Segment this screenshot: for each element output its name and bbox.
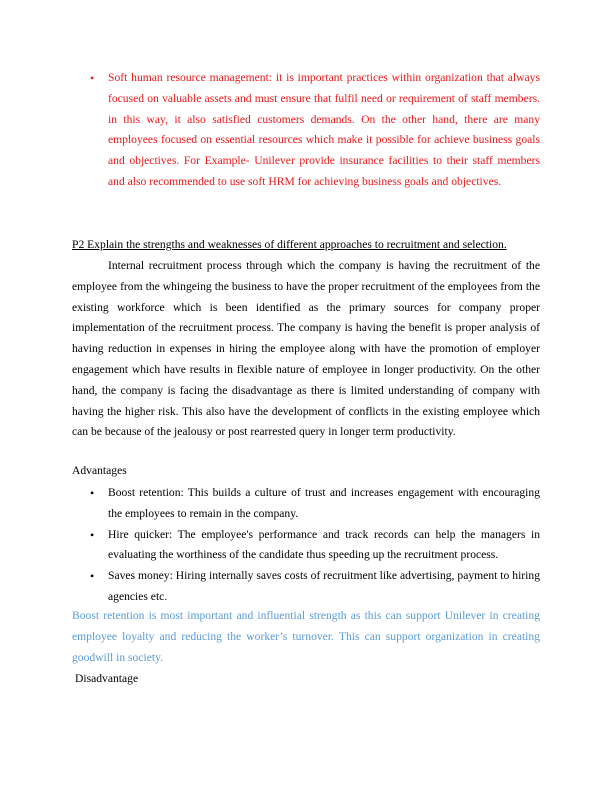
advantage-item-text: Hire quicker: The employee's performance and track records can help the managers in evaluating the worthiness of the candidate thus speeding up the recruitment process. [108,527,540,562]
body-paragraph [72,256,540,443]
conclusion-paragraph [72,606,540,668]
bullet-icon: • [90,569,95,584]
disadvantage-label: Disadvantage [75,672,139,685]
soft-hrm-bullet [90,68,540,193]
list-item [90,566,540,608]
advantages-label: Advantages [72,464,127,477]
list-item [90,525,540,567]
list-item [90,68,540,193]
bullet-icon: • [90,71,95,85]
body-paragraph-text: Internal recruitment process through which the company is having the recruitment of the employee from the whingeing the business to have the proper recruitment of the employees from the existing workforce which is been identified as the primary sources for company proper implementation of the recruitment process. The company is having the benefit is proper analysis of having reduction in expenses in hiring the employee along with have the promotion of employer engagement which have results in flexible nature of employee in longer productivity. On the other hand, the company is facing the disadvantage as there is limited understanding of company with having the higher risk. This also have the development of conflicts in the existing employee which can be because of the jealousy or post rearrested query in longer term productivity. [72,259,540,439]
bullet-icon: • [90,486,95,500]
advantage-item-text: Saves money: Hiring internally saves costs of recruitment like advertising, payment to hiring agencies etc. [108,569,540,603]
list-item [90,483,540,525]
advantage-item-text: Boost retention: This builds a culture of trust and increases engagement with encouraging the employees to remain in the company. [108,486,540,520]
soft-hrm-text: Soft human resource management: it is important practices within organization that always focused on valuable assets and must ensure that fulfil need or requirement of staff members. in this way, it also satisfied customers demands. On the other hand, there are many employees focused on essential resources which make it possible for achieve business goals and objectives. For Example- Unilever provide insurance facilities to their staff members and also recommended to use soft HRM for achieving business goals and objectives. [108,71,540,188]
bullet-icon: • [90,527,95,542]
section-heading: P2 Explain the strengths and weaknesses of different approaches to recruitment and selection. [72,238,507,251]
advantages-list [90,483,540,608]
conclusion-text: Boost retention is most important and influential strength as this can support Unilever in creating employee loyalty and reducing the worker’s turnover. This can support organization in creating goodwill in society. [72,609,540,664]
